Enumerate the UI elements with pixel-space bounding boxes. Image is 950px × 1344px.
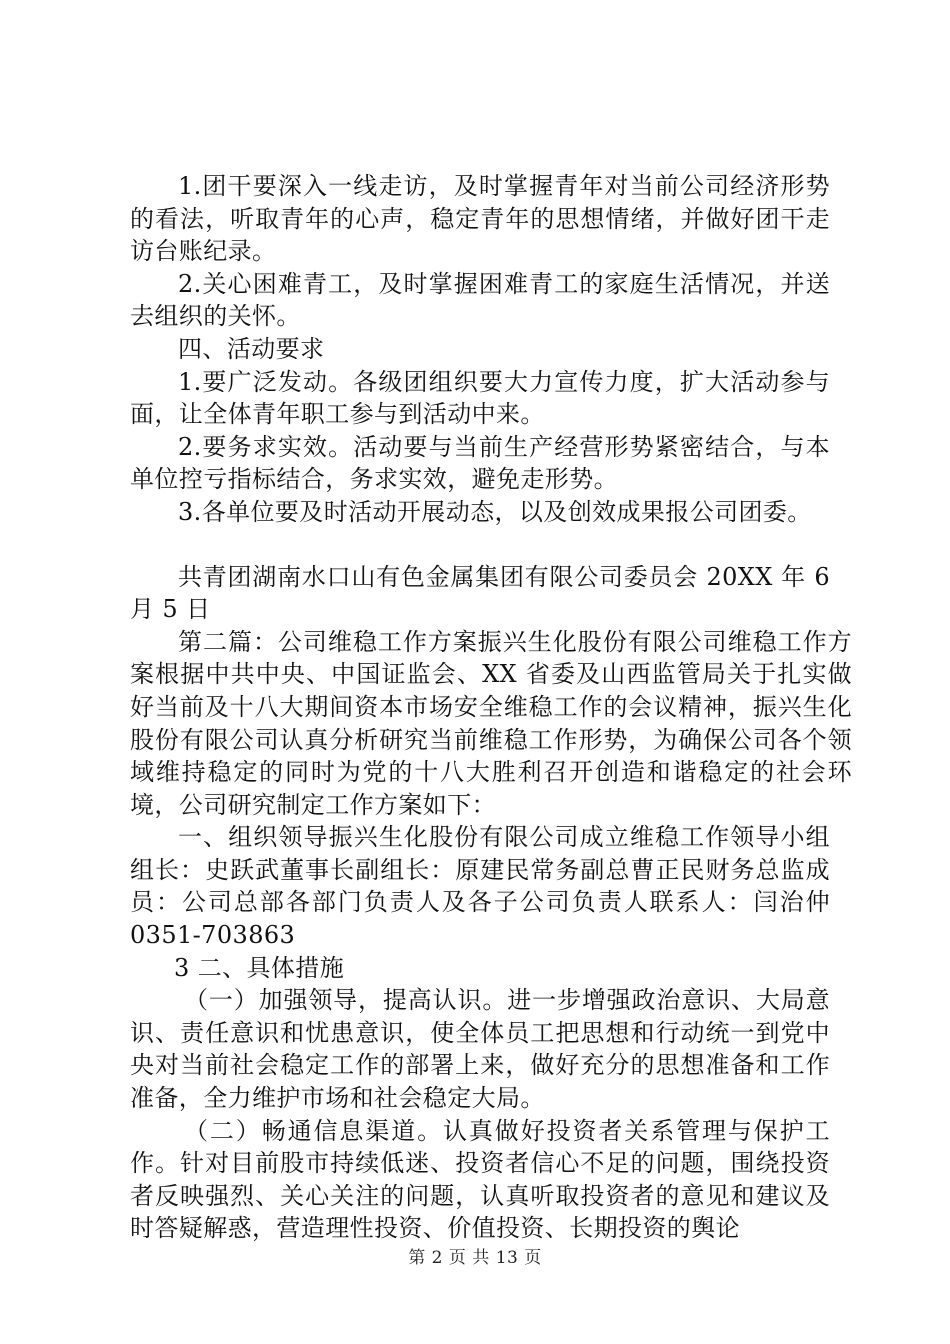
document-body	[130, 170, 852, 1245]
paragraph-item-2: 2.关心困难青工，及时掌握困难青工的家庭生活情况，并送去组织的关怀。	[130, 269, 830, 331]
page-number-footer: 第 2 页 共 13 页	[408, 1248, 542, 1268]
measure-information-channels: （二）畅通信息渠道。认真做好投资者关系管理与保护工作。针对目前股市持续低迷、投资者信心不足的问题，围绕投资者反映强烈、关心关注的问题，认真听取投资者的意见和建议及时答疑解惑，营造理性投资、价值投资、长期投资的舆论	[130, 1116, 830, 1243]
measure-strengthen-leadership: （一）加强领导，提高认识。进一步增强政治意识、大局意识、责任意识和忧患意识，使全体员工把思想和行动统一到党中央对当前社会稳定工作的部署上来，做好充分的思想准备和工作准备，全力维护市场和社会稳定大局。	[130, 986, 830, 1113]
paragraph-requirement-1: 1.要广泛发动。各级团组织要大力宣传力度，扩大活动参与面，让全体青年职工参与到活动中来。	[130, 367, 830, 429]
section-heading-requirements: 四、活动要求	[178, 334, 325, 363]
second-article-intro: 第二篇：公司维稳工作方案振兴生化股份有限公司维稳工作方案根据中共中央、中国证监会、XX 省委及山西监管局关于扎实做好当前及十八大期间资本市场安全维稳工作的会议精神，振兴生化股份有限公司认真分析研究当前维稳工作形势，为确保公司各个领域维持稳定的同时为党的十八大胜利召开创造和谐稳定的社会环境，公司研究制定工作方案如下：	[130, 627, 852, 819]
section-heading-measures: 3 二、具体措施	[174, 953, 345, 982]
paragraph-requirement-3: 3.各单位要及时活动开展动态，以及创效成果报公司团委。	[178, 497, 812, 526]
organization-leadership: 一、组织领导振兴生化股份有限公司成立维稳工作领导小组组长：史跃武董事长副组长：原建民常务副总曹正民财务总监成员：公司总部各部门负责人及各子公司负责人联系人：闫治仲 0351-703863	[130, 823, 830, 950]
paragraph-requirement-2: 2.要务求实效。活动要与当前生产经营形势紧密结合，与本单位控亏指标结合，务求实效，避免走形势。	[130, 432, 830, 494]
paragraph-item-1: 1.团干要深入一线走访，及时掌握青年对当前公司经济形势的看法，听取青年的心声，稳定青年的思想情绪，并做好团干走访台账纪录。	[130, 172, 830, 266]
signature-date-line: 共青团湖南水口山有色金属集团有限公司委员会 20XX 年 6 月 5 日	[130, 562, 830, 624]
